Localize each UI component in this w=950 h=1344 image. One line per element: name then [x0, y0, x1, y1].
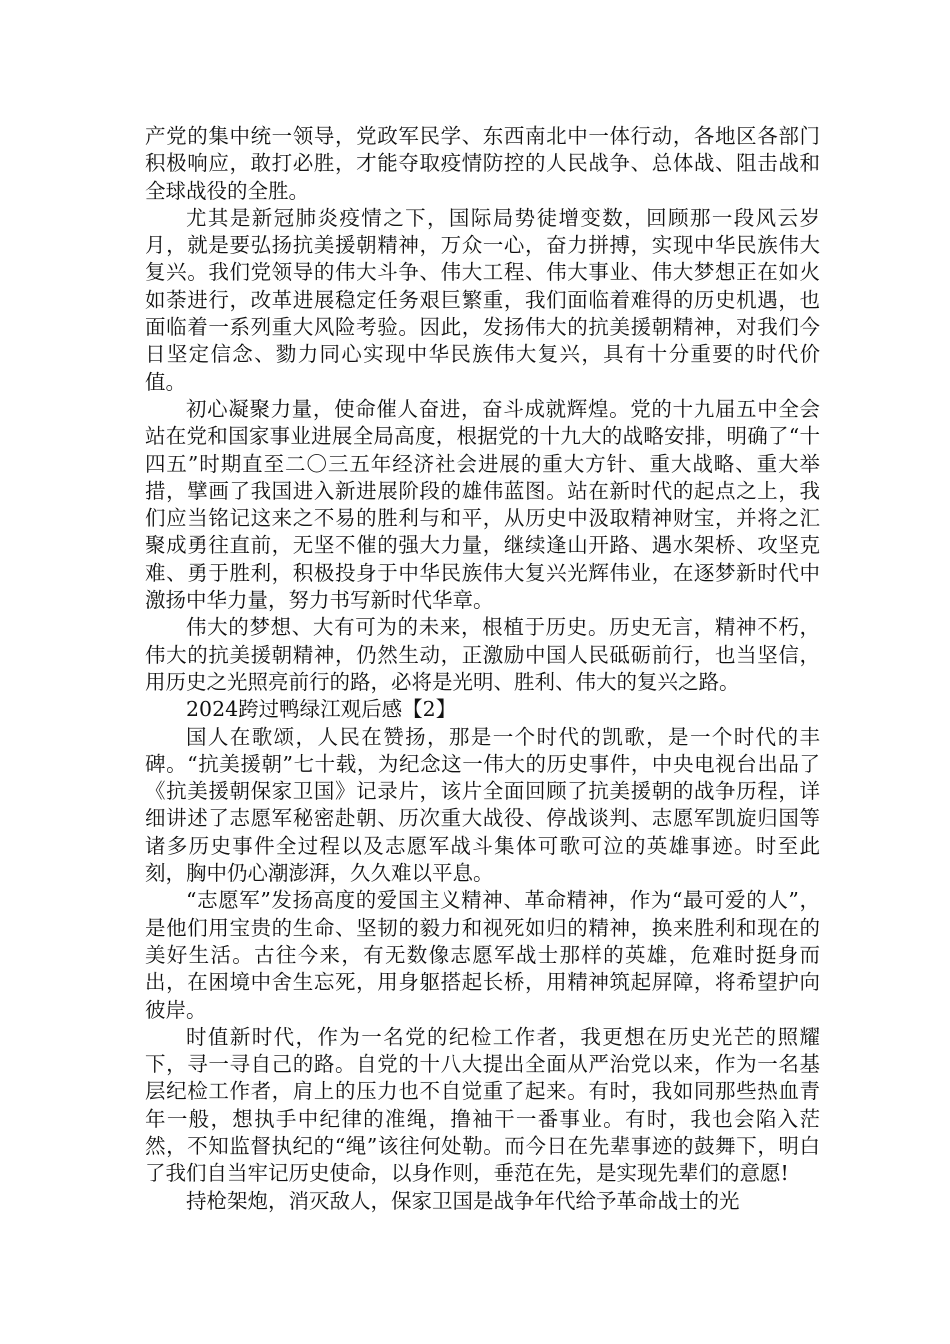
- paragraph-1: 产党的集中统一领导，党政军民学、东西南北中一体行动，各地区各部门积极响应，敢打必胜，才能夺取疫情防控的人民战争、总体战、阻击战和全球战役的全胜。: [145, 124, 820, 203]
- section-paragraph-2: “志愿军”发扬高度的爱国主义精神、革命精神，作为“最可爱的人”，是他们用宝贵的生命、坚韧的毅力和视死如归的精神，换来胜利和现在的美好生活。古往今来，有无数像志愿军战士那样的英雄，危难时挺身而出，在困境中舍生忘死，用身躯搭起长桥，用精神筑起屏障，将希望护向彼岸。: [145, 888, 820, 1022]
- paragraph-4: 伟大的梦想、大有可为的未来，根植于历史。历史无言，精神不朽，伟大的抗美援朝精神，仍然生动，正激励中国人民砥砺前行，也当坚信，用历史之光照亮前行的路，必将是光明、胜利、伟大的复兴之路。: [145, 615, 820, 694]
- section-paragraph-3: 时值新时代，作为一名党的纪检工作者，我更想在历史光芒的照耀下，寻一寻自己的路。自党的十八大提出全面从严治党以来，作为一名基层纪检工作者，肩上的压力也不自觉重了起来。有时，我如同那些热血青年一般，想执手中纪律的准绳，撸袖干一番事业。有时，我也会陷入茫然，不知监督执纪的“绳”该往何处勒。而今日在先辈事迹的鼓舞下，明白了我们自当牢记历史使命，以身作则，垂范在先，是实现先辈们的意愿!: [145, 1024, 820, 1186]
- paragraph-3: 初心凝聚力量，使命催人奋进，奋斗成就辉煌。党的十九届五中全会站在党和国家事业进展全局高度，根据党的十九大的战略安排，明确了“十四五”时期直至二〇三五年经济社会进展的重大方针、重大战略、重大举措，擘画了我国进入新进展阶段的雄伟蓝图。站在新时代的起点之上，我们应当铭记这来之不易的胜利与和平，从历史中汲取精神财宝，并将之汇聚成勇往直前，无坚不催的强大力量，继续逢山开路、遇水架桥、攻坚克难、勇于胜利，积极投身于中华民族伟大复兴光辉伟业，在逐梦新时代中激扬中华力量，努力书写新时代华章。: [145, 396, 820, 613]
- section-heading: 2024跨过鸭绿江观后感【2】: [186, 697, 457, 722]
- paragraph-2: 尤其是新冠肺炎疫情之下，国际局势徒增变数，回顾那一段风云岁月，就是要弘扬抗美援朝精神，万众一心，奋力拼搏，实现中华民族伟大复兴。我们党领导的伟大斗争、伟大工程、伟大事业、伟大梦想正在如火如荼进行，改革进展稳定任务艰巨繁重，我们面临着难得的历史机遇，也面临着一系列重大风险考验。因此，发扬伟大的抗美援朝精神，对我们今日坚定信念、勠力同心实现中华民族伟大复兴，具有十分重要的时代价值。: [145, 205, 820, 394]
- section-paragraph-4: 持枪架炮，消灭敌人，保家卫国是战争年代给予革命战士的光: [186, 1188, 740, 1213]
- document-page: [145, 123, 820, 1215]
- section-paragraph-1: 国人在歌颂，人民在赞扬，那是一个时代的凯歌，是一个时代的丰碑。“抗美援朝”七十载，为纪念这一伟大的历史事件，中央电视台出品了《抗美援朝保家卫国》记录片，该片全面回顾了抗美援朝的战争历程，详细讲述了志愿军秘密赴朝、历次重大战役、停战谈判、志愿军凯旋归国等诸多历史事件全过程以及志愿军战斗集体可歌可泣的英雄事迹。时至此刻，胸中仍心潮澎湃，久久难以平息。: [145, 724, 820, 886]
